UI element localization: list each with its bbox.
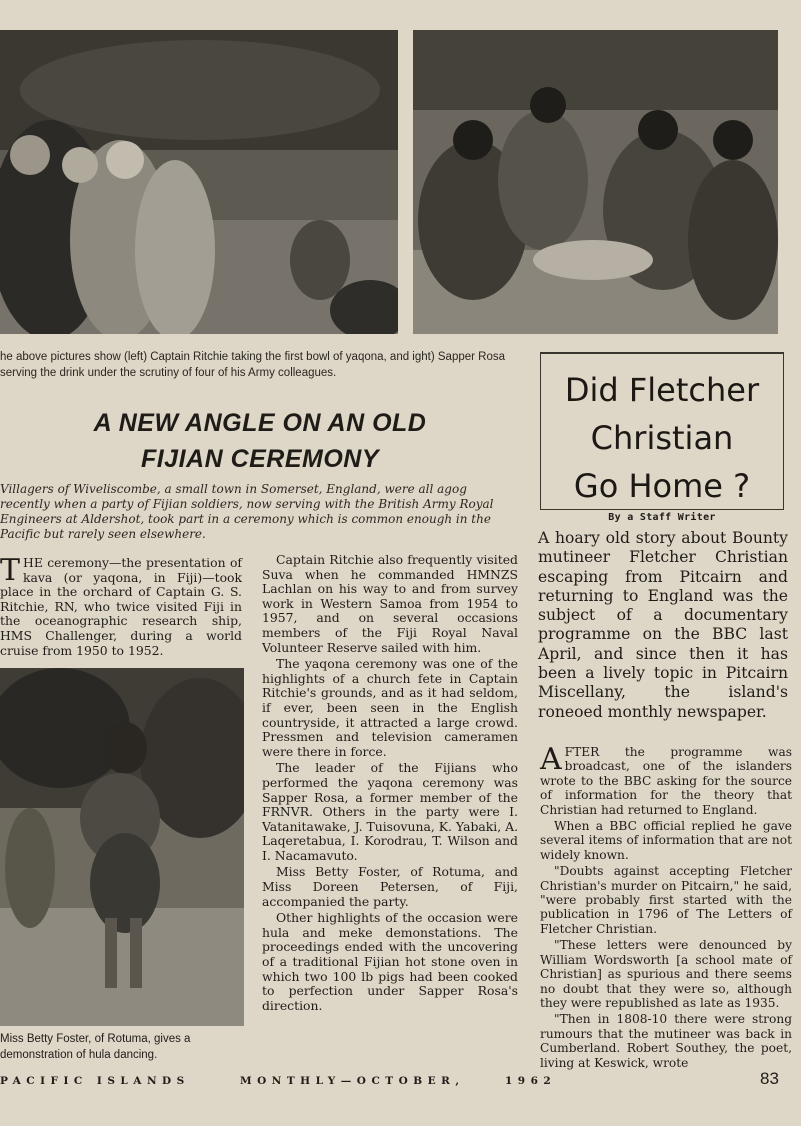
article2-title-line-3: Go Home ? bbox=[573, 467, 751, 505]
article2-paragraph: AFTER the programme was broadcast, one of the islanders wrote to the BBC asking for the source of information for the theory that Christian had returned to England. bbox=[540, 742, 792, 817]
article1-column-1 bbox=[0, 553, 242, 660]
page-footer bbox=[0, 1067, 801, 1097]
article1-paragraph: Other highlights of the occasion were hula and meke demonstations. The proceedings ended with the uncovering of a traditional Fijian hot stone oven in which two 100 lb pigs had been cooked to perfection under Sapper Rosa's direction. bbox=[262, 910, 518, 1013]
photo-caption-top: he above pictures show (left) Captain Ritchie taking the first bowl of yaqona, and ight) Sapper Rosa serving the drink under the scrutiny of four of his Army colleagues. bbox=[0, 351, 506, 379]
article1-paragraph: Miss Betty Foster, of Rotuma, and Miss Doreen Petersen, of Fiji, accompanied the party. bbox=[262, 864, 518, 909]
article1-column-2 bbox=[262, 553, 518, 1015]
article2-body bbox=[540, 742, 792, 1072]
article2-paragraph: "These letters were denounced by William Wordsworth [a school mate of Christian] as spurious and there seems no doubt that they were so, although they were republished as late as 1935. bbox=[540, 938, 792, 1010]
article-headline bbox=[60, 405, 460, 477]
footer-year: 1962 bbox=[505, 1075, 557, 1087]
article1-paragraph: The yaqona ceremony was one of the highlights of a church fete in Captain Ritchie's grounds, and as it had seldom, if ever, been seen in the English countryside, it attracted a large crowd. Pressmen and television cameramen were there in force. bbox=[262, 656, 518, 759]
photo-hula-dancer bbox=[0, 668, 244, 1026]
article1-paragraph: THE ceremony—the presentation of kava (or yaqona, in Fiji)—took place in the orchard of Captain G. S. Ritchie, RN, who twice visited Fiji in the oceanographic research ship, HMS Challenger, during a world cruise from 1950 to 1952. bbox=[0, 553, 242, 658]
photo-sapper-rosa-serving bbox=[413, 30, 778, 334]
dropcap: T bbox=[0, 553, 21, 588]
headline-line-1: A NEW ANGLE ON AN OLD bbox=[93, 409, 427, 437]
article-standfirst: Villagers of Wiveliscombe, a small town in Somerset, England, were all agog recently when a party of Fijian soldiers, now serving with the British Army Royal Engineers at Aldershot, took part in a ceremony which is common enough in the Pacific but rarely seen elsewhere. bbox=[0, 482, 494, 541]
page-number: 83 bbox=[760, 1069, 779, 1088]
article1-paragraph: Captain Ritchie also frequently visited Suva when he commanded HMNZS Lachlan on his way to and from survey work in Western Samoa from 1954 to 1957, and on several occasions members of the Fiji Royal Naval Volunteer Reserve sailed with him. bbox=[262, 552, 518, 655]
headline-line-2: FIJIAN CEREMONY bbox=[140, 445, 380, 473]
article2-byline: By a Staff Writer bbox=[608, 512, 716, 523]
article2-title-line-2: Christian bbox=[590, 419, 734, 457]
article2-title-line-1: Did Fletcher bbox=[564, 371, 760, 409]
dropcap: A bbox=[540, 742, 562, 777]
photo-captain-ritchie-yaqona bbox=[0, 30, 398, 334]
article2-paragraph: When a BBC official replied he gave several items of information that are not widely known. bbox=[540, 819, 792, 862]
footer-publication: PACIFIC ISLANDS bbox=[0, 1075, 190, 1087]
article2-intro: A hoary old story about Bounty mutineer Fletcher Christian escaping from Pitcairn and returning to England was the subject of a documentary programme on the BBC last April, and since then it has been a lively topic in Pitcairn Miscellany, the island's roneoed monthly newspaper. bbox=[538, 529, 788, 721]
article2-paragraph: "Doubts against accepting Fletcher Christian's murder on Pitcairn," he said, "were probably first started with the publication in 1796 of The Letters of Fletcher Christian. bbox=[540, 864, 792, 936]
article2-paragraph: "Then in 1808-10 there were strong rumours that the mutineer was back in Cumberland. Robert Southey, the poet, living at Keswick, wrote bbox=[540, 1012, 792, 1070]
article2-title-box bbox=[540, 352, 784, 510]
footer-issue: MONTHLY—OCTOBER, bbox=[240, 1075, 465, 1087]
photo-caption-hula: Miss Betty Foster, of Rotuma, gives a demonstration of hula dancing. bbox=[0, 1033, 191, 1061]
article1-paragraph: The leader of the Fijians who performed the yaqona ceremony was Sapper Rosa, a former member of the FRNVR. Others in the party were I. Vatanitawake, J. Tuisovuna, K. Yabaki, A. Laqeretabua, I. Korodrau, T. Wilson and I. Nacamavuto. bbox=[262, 760, 519, 863]
